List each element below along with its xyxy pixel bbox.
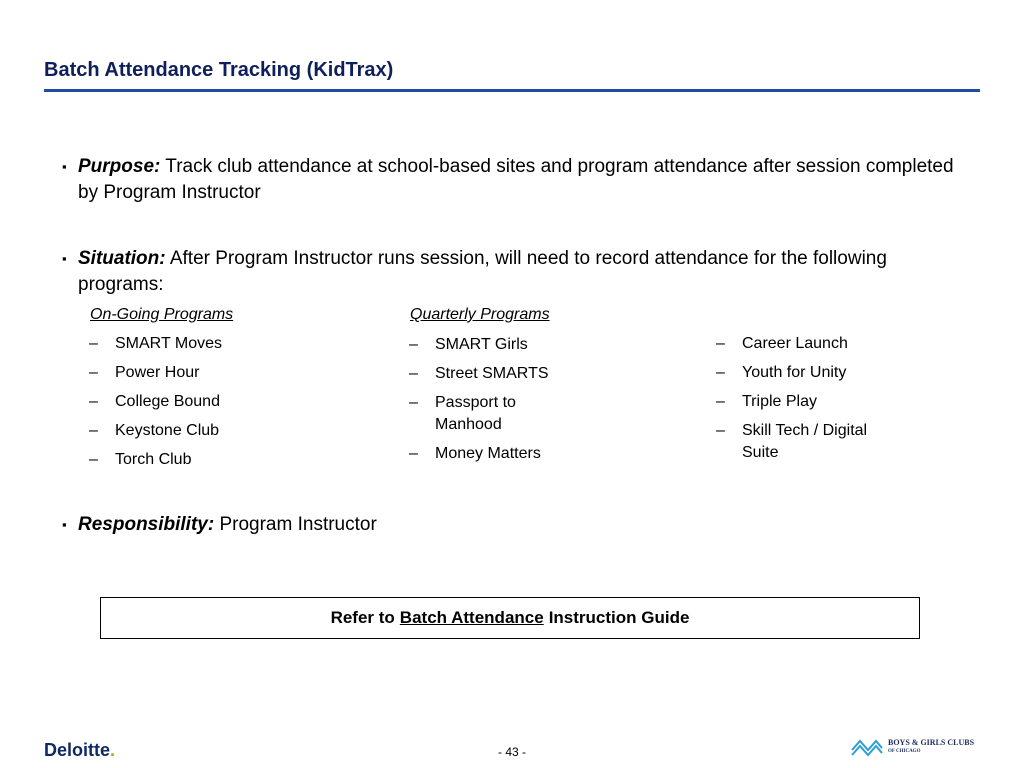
waves-icon bbox=[850, 736, 884, 758]
purpose-text: Track club attendance at school-based sites and program attendance after session completed by Program Instructor bbox=[78, 156, 954, 203]
reference-callout-box bbox=[100, 597, 920, 639]
list-item: – Power Hour bbox=[89, 364, 200, 381]
bullet-marker: ▪ bbox=[62, 517, 67, 532]
batch-attendance-guide-link[interactable]: Batch Attendance bbox=[399, 608, 544, 627]
quarterly-programs-list bbox=[409, 334, 569, 472]
ongoing-programs-heading: On-Going Programs bbox=[90, 306, 234, 323]
list-item: – Money Matters bbox=[409, 445, 541, 462]
list-item: – Passport to Manhood bbox=[409, 394, 516, 433]
situation-text: After Program Instructor runs session, will need to record attendance for the following programs: bbox=[78, 248, 887, 295]
title-underline-rule bbox=[44, 89, 980, 92]
boys-girls-clubs-logo bbox=[850, 736, 974, 758]
list-item: – Torch Club bbox=[89, 451, 192, 468]
reference-prefix: Refer to bbox=[330, 608, 395, 627]
ongoing-programs-list bbox=[89, 333, 349, 478]
situation-label: Situation: bbox=[78, 248, 166, 269]
list-item: – College Bound bbox=[89, 393, 220, 410]
quarterly-programs-heading: Quarterly Programs bbox=[410, 306, 550, 323]
responsibility-text: Program Instructor bbox=[219, 514, 377, 535]
reference-suffix: Instruction Guide bbox=[548, 608, 690, 627]
list-item: – SMART Moves bbox=[89, 335, 222, 352]
purpose-label: Purpose: bbox=[78, 156, 161, 177]
bullet-marker: ▪ bbox=[62, 159, 67, 174]
list-item: – Street SMARTS bbox=[409, 365, 549, 382]
responsibility-bullet bbox=[62, 512, 972, 538]
other-programs-list bbox=[716, 333, 906, 471]
slide-title: Batch Attendance Tracking (KidTrax) bbox=[44, 59, 394, 81]
situation-bullet bbox=[62, 246, 972, 298]
list-item: – Career Launch bbox=[716, 335, 848, 352]
list-item: – Triple Play bbox=[716, 393, 817, 410]
responsibility-label: Responsibility: bbox=[78, 514, 215, 535]
list-item: – Youth for Unity bbox=[716, 364, 847, 381]
list-item: – Skill Tech / Digital Suite bbox=[716, 422, 868, 461]
list-item: – SMART Girls bbox=[409, 336, 528, 353]
bgc-logo-line2: OF CHICAGO bbox=[888, 749, 921, 754]
bgc-logo-line1: BOYS & GIRLS CLUBS bbox=[888, 738, 975, 747]
deloitte-logo: Deloitte. bbox=[44, 740, 116, 760]
page-number: - 43 - bbox=[497, 745, 526, 759]
purpose-bullet bbox=[62, 154, 972, 206]
bullet-marker: ▪ bbox=[62, 251, 67, 266]
list-item: – Keystone Club bbox=[89, 422, 220, 439]
